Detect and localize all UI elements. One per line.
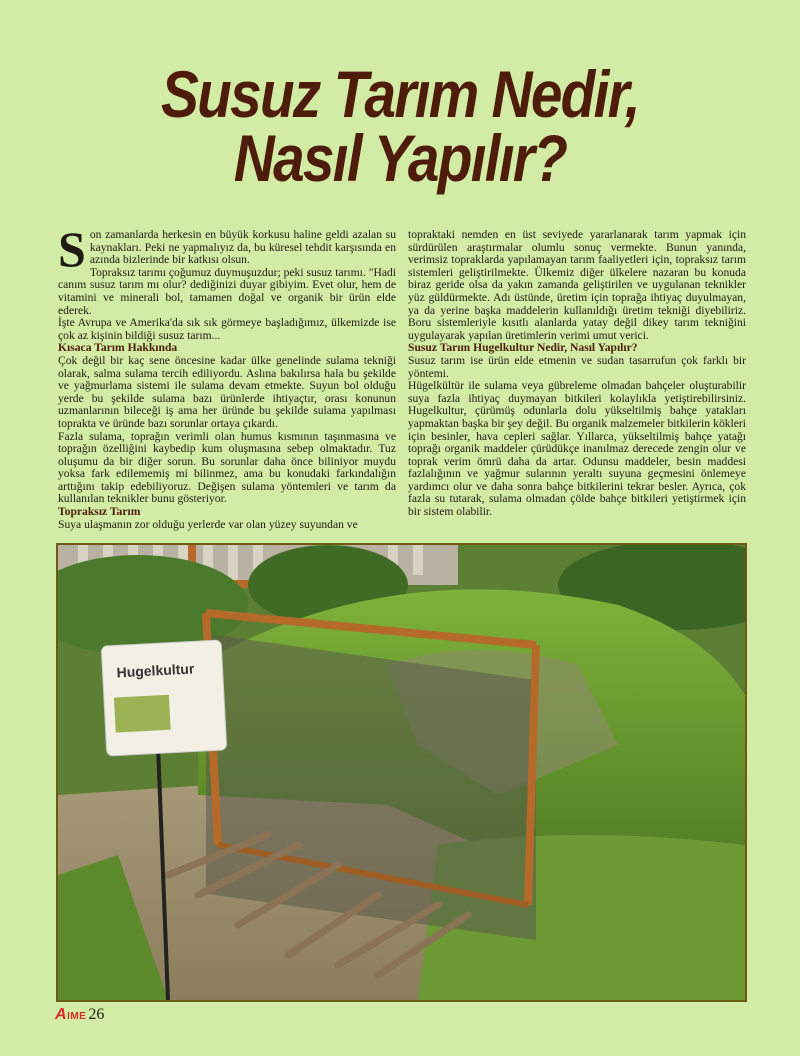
article-column-left: [58, 221, 396, 531]
paragraph: Topraksız tarımı çoğumuz duymuşuzdur; peki susuz tarımı. "Hadi canım susuz tarım mı olur? dediğinizi duyar gibiyim. Evet olur, hem de vitamini ve minerali bol, tamamen doğal ve organik bir ürün elde ederek.: [58, 265, 396, 317]
hugelkultur-photo: [56, 543, 747, 1002]
title-line-2: Nasıl Yapılır?: [233, 121, 567, 195]
subheading: Kısaca Tarım Hakkında: [58, 341, 178, 355]
paragraph: Fazla sulama, toprağın verimli olan humus kısmının taşınmasına ve toprağın özelliğini kaybedip kum oluşmasına sebep olmaktadır. Tuz oluşumu da bir diğer sorun. Bu sorunlar daha önce biliniyor muydu yoksa fark edilememiş mi bilinmez, ama bu konudaki farkındalığın arttığını takip edebiliyoruz. Değişen sulama yöntemleri ve tarım da kullanılan teknikler bunu gösteriyor.: [58, 429, 396, 506]
paragraph: Hügelkültür ile sulama veya gübreleme olmadan bahçeler oluşturabilir suya fazla ihtiyaç duymayan bitkileri kolaylıkla yetiştirebilirsiniz. Hugelkultur, çürümüş odunlarla dolu yükseltilmiş bahçe yatakları yapmaktan başka bir şey değil. Bu organik malzemeler bitkilerin kökleri için besinler, hava cepleri sağlar. Yıllarca, yükseltilmiş bahçe yatağı toprağı organik maddeler çürüdükçe inanılmaz derecede zengin olur ve toprak verim ömrü daha da artar. Odunsu maddeler, besin maddesi fazlalığının ve yağmur sularının yeraltı suyuna geçmesini önlemeye yardımcı olur ve daha sonra bahçe bitkilerini tekrar besler. Ayrıca, çok fazla su tutarak, sulama olmadan çölde bahçe bitkileri yetiştirmek için bir sistem olabilir.: [408, 379, 746, 519]
subheading: Topraksız Tarım: [58, 505, 141, 519]
drop-cap: S: [58, 221, 86, 277]
intro-paragraph: Son zamanlarda herkesin en büyük korkusu haline geldi azalan su kaynakları. Peki ne yapmalıyız da, bu küresel tehdit karşısında en azında bizlerinde bir katkısı olsun.: [58, 221, 396, 277]
article-column-right: [408, 229, 746, 519]
paragraph: Susuz tarım ise ürün elde etmenin ve sudan tasarrufun çok farklı bir yöntemi.: [408, 353, 746, 380]
title-line-1: Susuz Tarım Nedir,: [161, 57, 639, 131]
photo-illustration: [58, 545, 745, 1000]
subheading: Susuz Tarım Hugelkultur Nedir, Nasıl Yapılır?: [408, 341, 638, 355]
paragraph: Çok değil bir kaç sene öncesine kadar ülke genelinde sulama tekniği olarak, salma sulama tercih ediliyordu. Aslına bakılırsa hala bu şekilde ve yağmurlama sistemi ile sulama devam etmekte. Suyun bol olduğu yerde bu şekilde sulama bazı ürünlerde ihtiyaçtır, orası konunun uzmanlarının bileceği iş ama her üründe bu şekilde sulama yapılması toprakta ve üründe bazı sorunlar ortaya çıkardı.: [58, 353, 396, 430]
sign-title: Hugelkultur: [116, 660, 195, 681]
paragraph: İşte Avrupa ve Amerika'da sık sık görmeye başladığımız, ülkemizde ise çok az kişinin bildiği susuz tarım...: [58, 316, 396, 342]
page-footer: [55, 1006, 104, 1024]
paragraph: topraktaki nemden en üst seviyede yararlanarak tarım yapmak için sürdürülen araştırmalar olumlu sonuç vermekte. Bunun yanında, verimsiz topraklarda yapılamayan tarım faaliyetleri için, topraksız tarım sistemleri geliştirilmekte. Ülkemiz diğer ülkelere nazaran bu konuda biraz geride olsa da yakın zamanda geliştirilen ve uygulanan teknikler yüz güldürmekte. Adı üstünde, üretim için toprağa ihtiyaç duyulmayan, ya da yerine başka maddelerin kullanıldığı üretim tekniği diyebiliriz. Boru sistemleriyle kısıtlı alanlarda yatay değil dikey tarım tekniğini uygulayarak yapılan üretimlerin verimi umut verici.: [408, 228, 746, 342]
page-number: 26: [88, 1006, 105, 1023]
magazine-logo: AIME: [55, 1006, 87, 1023]
paragraph: Suya ulaşmanın zor olduğu yerlerde var olan yüzey suyundan ve: [58, 517, 358, 531]
page-title: [56, 57, 744, 195]
